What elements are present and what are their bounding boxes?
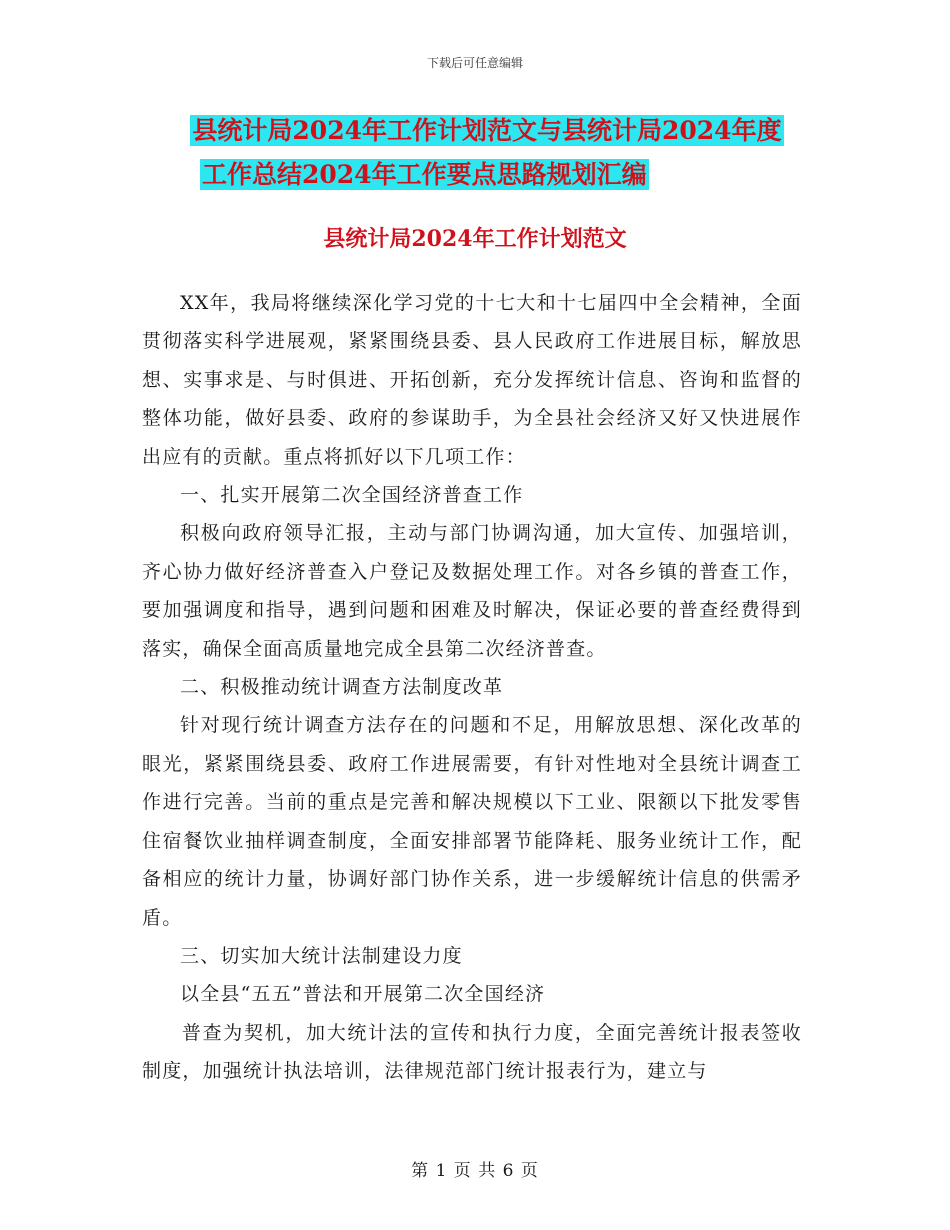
- document-title-line-1-text: 县统计局2024年工作计划范文与县统计局2024年度: [192, 116, 782, 145]
- document-title-line-2-text: 工作总结2024年工作要点思路规划汇编: [202, 160, 647, 189]
- body-text: [142, 284, 802, 1091]
- paragraph-item-3-continued: 普查为契机，加大统计法的宣传和执行力度，全面完善统计报表签收制度，加强统计执法培训，法律规范部门统计报表行为，建立与: [142, 1021, 802, 1083]
- heading-item-3: 三、切实加大统计法制建设力度: [180, 944, 463, 967]
- document-title-line-1: [0, 114, 950, 148]
- paragraph-intro: XX年，我局将继续深化学习党的十七大和十七届四中全会精神，全面贯彻落实科学进展观，紧紧围绕县委、县人民政府工作进展目标，解放思想、实事求是、与时俱进、开拓创新，充分发挥统计信息、咨询和监督的整体功能，做好县委、政府的参谋助手，为全县社会经济又好又快进展作出应有的贡献。重点将抓好以下几项工作：: [142, 292, 802, 468]
- heading-item-2: 二、积极推动统计调查方法制度改革: [180, 676, 504, 699]
- paragraph-item-1: 积极向政府领导汇报，主动与部门协调沟通，加大宣传、加强培训，齐心协力做好经济普查入户登记及数据处理工作。对各乡镇的普查工作，要加强调度和指导，遇到问题和困难及时解决，保证必要的普查经费得到落实，确保全面高质量地完成全县第二次经济普查。: [142, 522, 802, 660]
- section-title: 县统计局2024年工作计划范文: [323, 226, 627, 252]
- paragraph-item-3-start: 以全县“五五”普法和开展第二次全国经济: [180, 983, 546, 1006]
- header-note: 下载后可任意编辑: [426, 56, 523, 70]
- page-number-footer: 第 1 页 共 6 页: [411, 1161, 539, 1181]
- document-title-line-2: [0, 158, 950, 192]
- paragraph-item-2: 针对现行统计调查方法存在的问题和不足，用解放思想、深化改革的眼光，紧紧围绕县委、政府工作进展需要，有针对性地对全县统计调查工作进行完善。当前的重点是完善和解决规模以下工业、限额以下批发零售住宿餐饮业抽样调查制度，全面安排部署节能降耗、服务业统计工作，配备相应的统计力量，协调好部门协作关系，进一步缓解统计信息的供需矛盾。: [142, 714, 802, 929]
- heading-item-1: 一、扎实开展第二次全国经济普查工作: [180, 484, 524, 507]
